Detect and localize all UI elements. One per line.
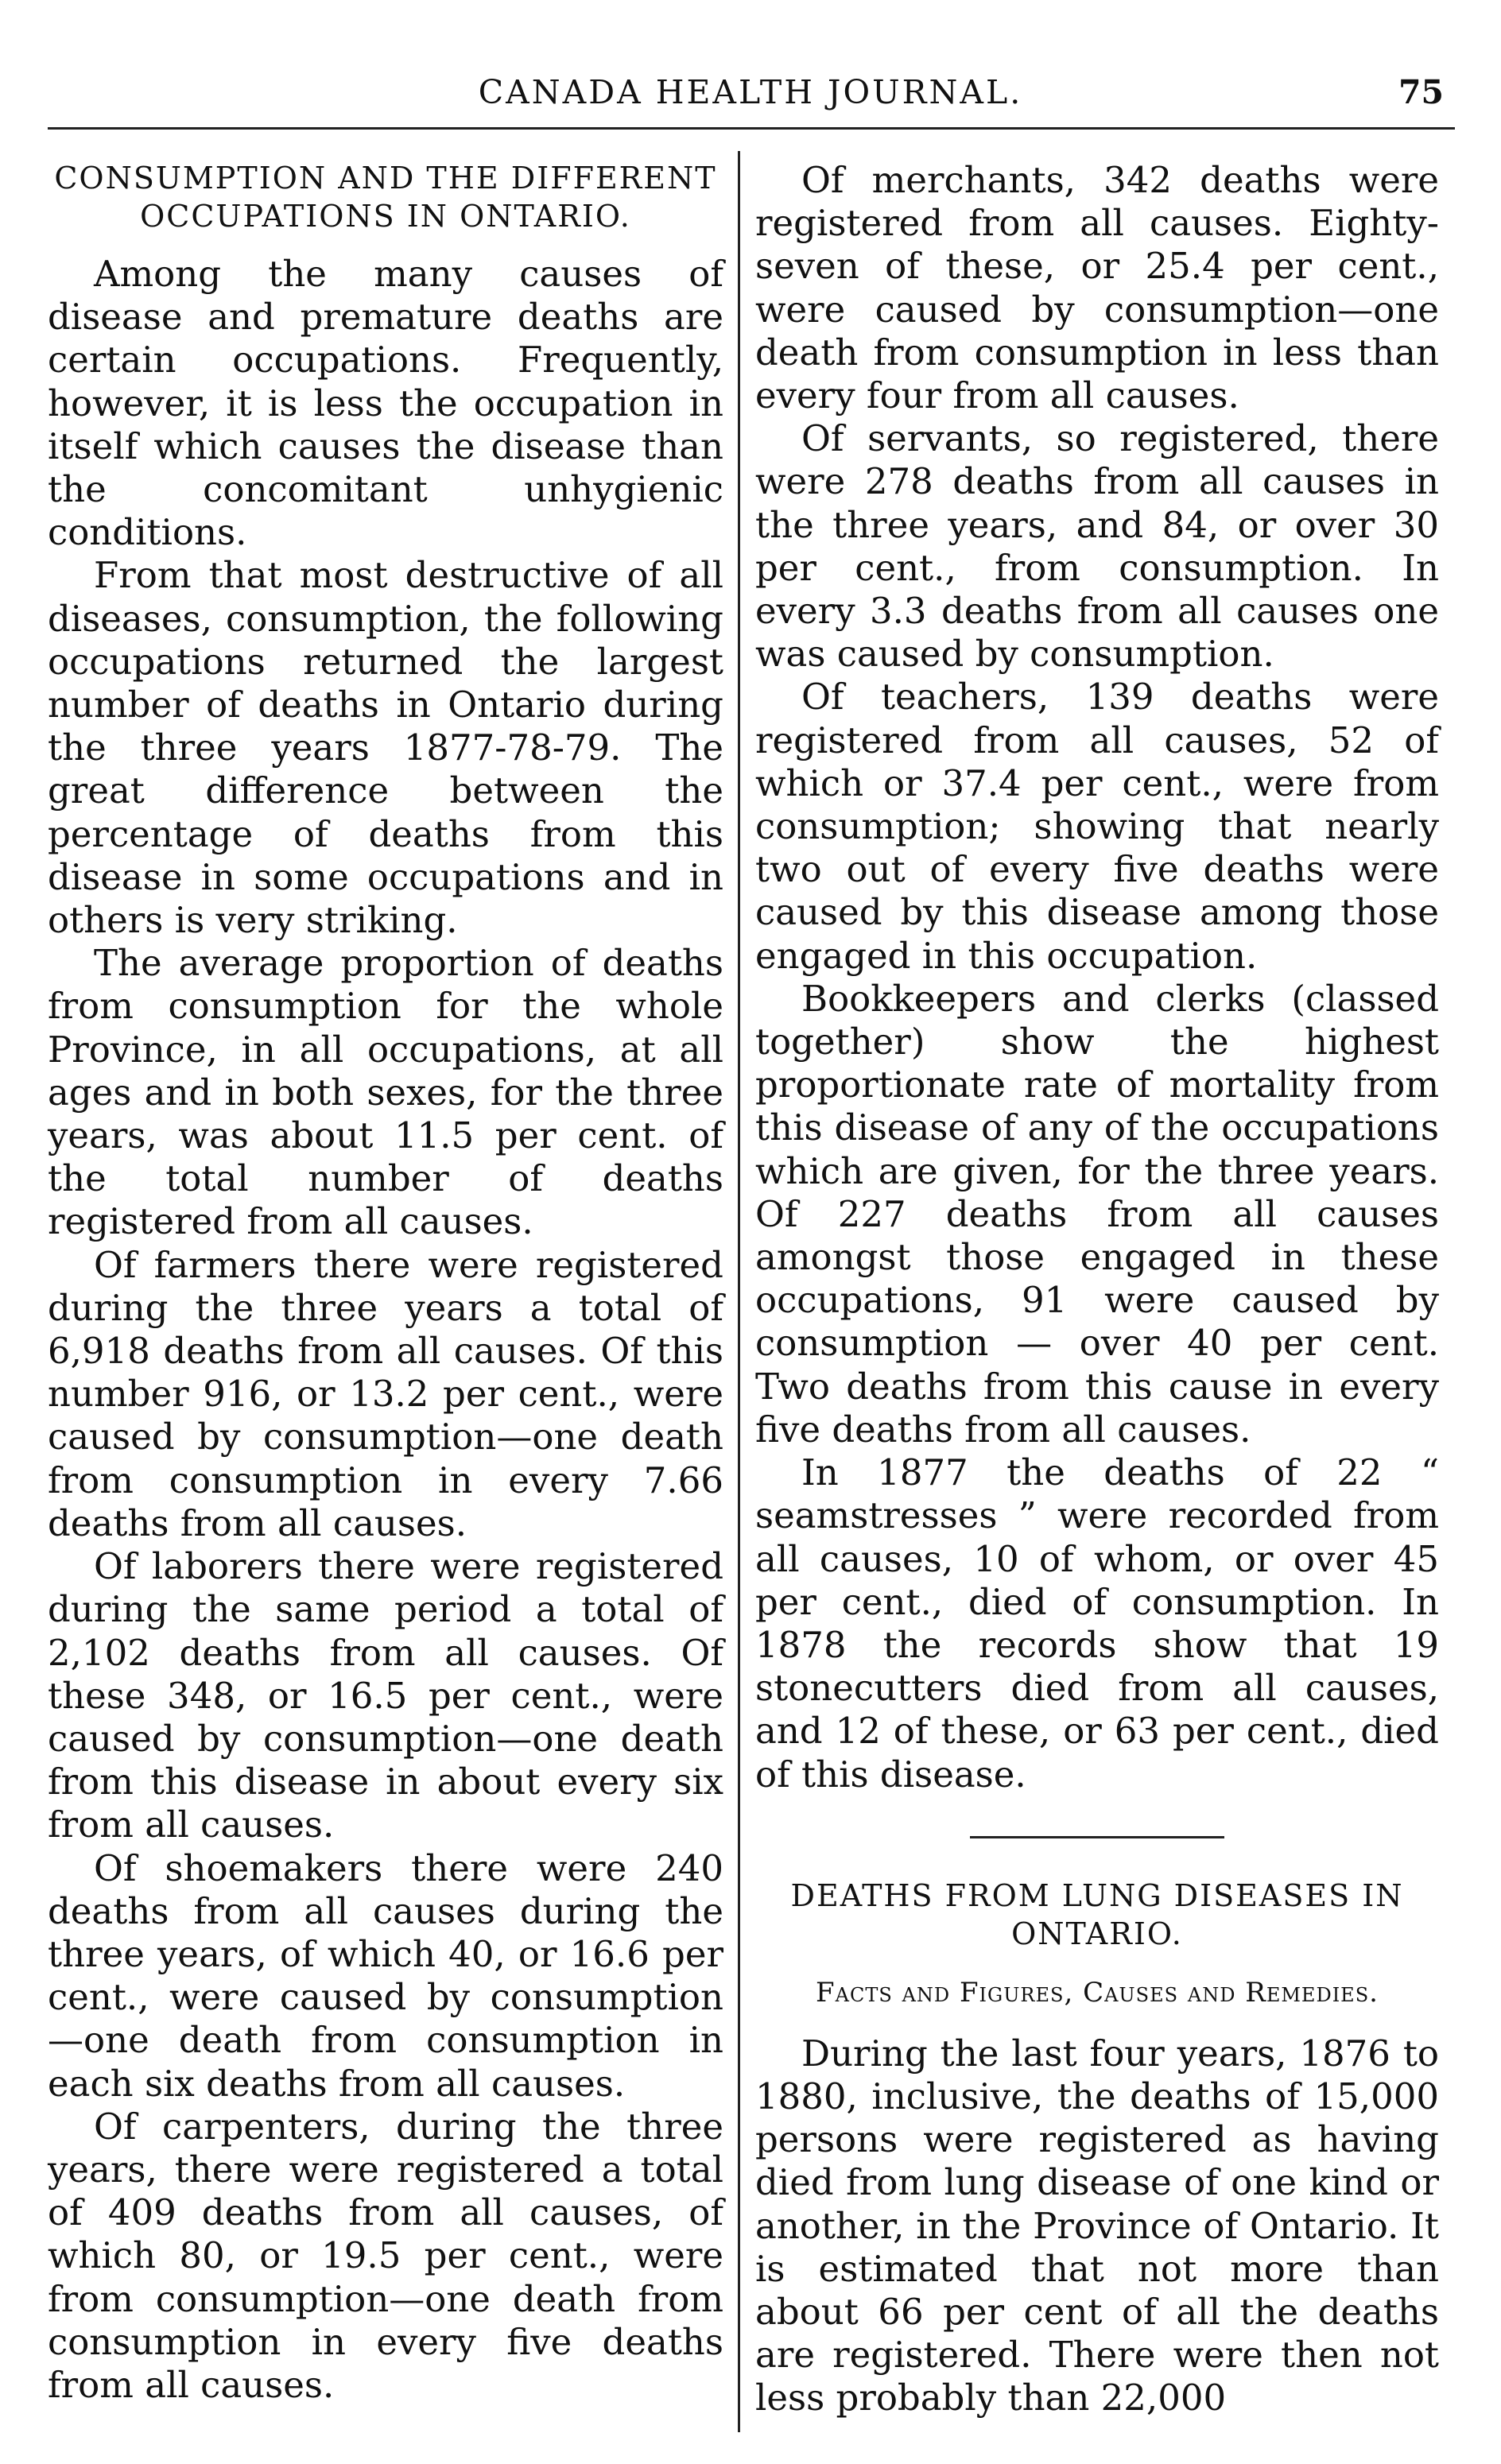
left-column bbox=[48, 159, 723, 2407]
paragraph: Of farmers there were registered during the three years a total of 6,918 deaths from all causes. Of this number 916, or 13.2 per cent., were caused by consumption—one death from consumption in every 7.66 deaths from all causes. bbox=[48, 1243, 723, 1544]
section-divider-rule bbox=[970, 1836, 1224, 1838]
article-subheading: Facts and Figures, Causes and Remedies. bbox=[816, 1976, 1379, 2009]
paragraph: Of laborers there were registered during the same period a total of 2,102 deaths from all causes. Of these 348, or 16.5 per cent., were caused by consumption—one death from this disease in about every six from all causes. bbox=[48, 1545, 723, 1846]
page-number: 75 bbox=[1398, 73, 1444, 111]
header-rule bbox=[48, 127, 1455, 130]
column-divider bbox=[738, 151, 740, 2432]
right-column-body bbox=[755, 159, 1439, 1796]
article-heading-lung-diseases: DEATHS FROM LUNG DISEASES IN ONTARIO. bbox=[790, 1877, 1404, 1951]
paragraph: Of shoemakers there were 240 deaths from all causes during the three years, of which 40, or 16.6 per cent., were caused by consumption—one death from consumption in each six deaths from all causes. bbox=[48, 1846, 723, 2105]
paragraph: Bookkeepers and clerks (classed together) show the highest proportionate rate of mortality from this disease of any of the occupations which are given, for the three years. Of 227 deaths from all causes amongst those engaged in these occupations, 91 were caused by consumption — over 40 per cent. Two deaths from this cause in every five deaths from all causes. bbox=[755, 977, 1439, 1451]
paragraph: Of merchants, 342 deaths were registered from all causes. Eighty-seven of these, or 25.4 per cent., were caused by consumption—one death from consumption in less than every four from all causes. bbox=[755, 159, 1439, 417]
paragraph: The average proportion of deaths from consumption for the whole Province, in all occupations, at all ages and in both sexes, for the three years, was about 11.5 per cent. of the total number of deaths registered from all causes. bbox=[48, 942, 723, 1243]
left-column-body bbox=[48, 253, 723, 2407]
running-head bbox=[0, 73, 1501, 121]
paragraph: From that most destructive of all diseases, consumption, the following occupations returned the largest number of deaths in Ontario during the three years 1877-78-79. The great difference between the percentage of deaths from this disease in some occupations and in others is very striking. bbox=[48, 554, 723, 942]
lung-diseases-body bbox=[755, 2032, 1439, 2420]
paragraph: During the last four years, 1876 to 1880, inclusive, the deaths of 15,000 persons were registered as having died from lung disease of one kind or another, in the Province of Ontario. It is estimated that not more than about 66 per cent of all the deaths are registered. There were then not less probably than 22,000 bbox=[755, 2032, 1439, 2419]
paragraph: Of servants, so registered, there were 278 deaths from all causes in the three years, and 84, or over 30 per cent., from consumption. In every 3.3 deaths from all causes one was caused by consumption. bbox=[755, 417, 1439, 676]
paragraph: Of teachers, 139 deaths were registered from all causes, 52 of which or 37.4 per cent., were from consumption; showing that nearly two out of every five deaths were caused by this disease among those engaged in this occupation. bbox=[755, 676, 1439, 977]
right-column bbox=[755, 159, 1439, 2420]
paragraph: Of carpenters, during the three years, there were registered a total of 409 deaths from all causes, of which 80, or 19.5 per cent., were from consumption—one death from consumption in every five deaths from all causes. bbox=[48, 2105, 723, 2406]
paragraph: Among the many causes of disease and premature deaths are certain occupations. Frequently, however, it is less the occupation in itself which causes the disease than the concomitant unhygienic conditions. bbox=[48, 253, 723, 554]
journal-title: CANADA HEALTH JOURNAL. bbox=[478, 73, 1023, 111]
article-heading-consumption: CONSUMPTION AND THE DIFFERENT OCCUPATIONS IN ONTARIO. bbox=[54, 161, 717, 234]
paragraph: In 1877 the deaths of 22 “ seamstresses ” were recorded from all causes, 10 of whom, or over 45 per cent., died of consumption. In 1878 the records show that 19 stonecutters died from all causes, and 12 of these, or 63 per cent., died of this disease. bbox=[755, 1451, 1439, 1796]
